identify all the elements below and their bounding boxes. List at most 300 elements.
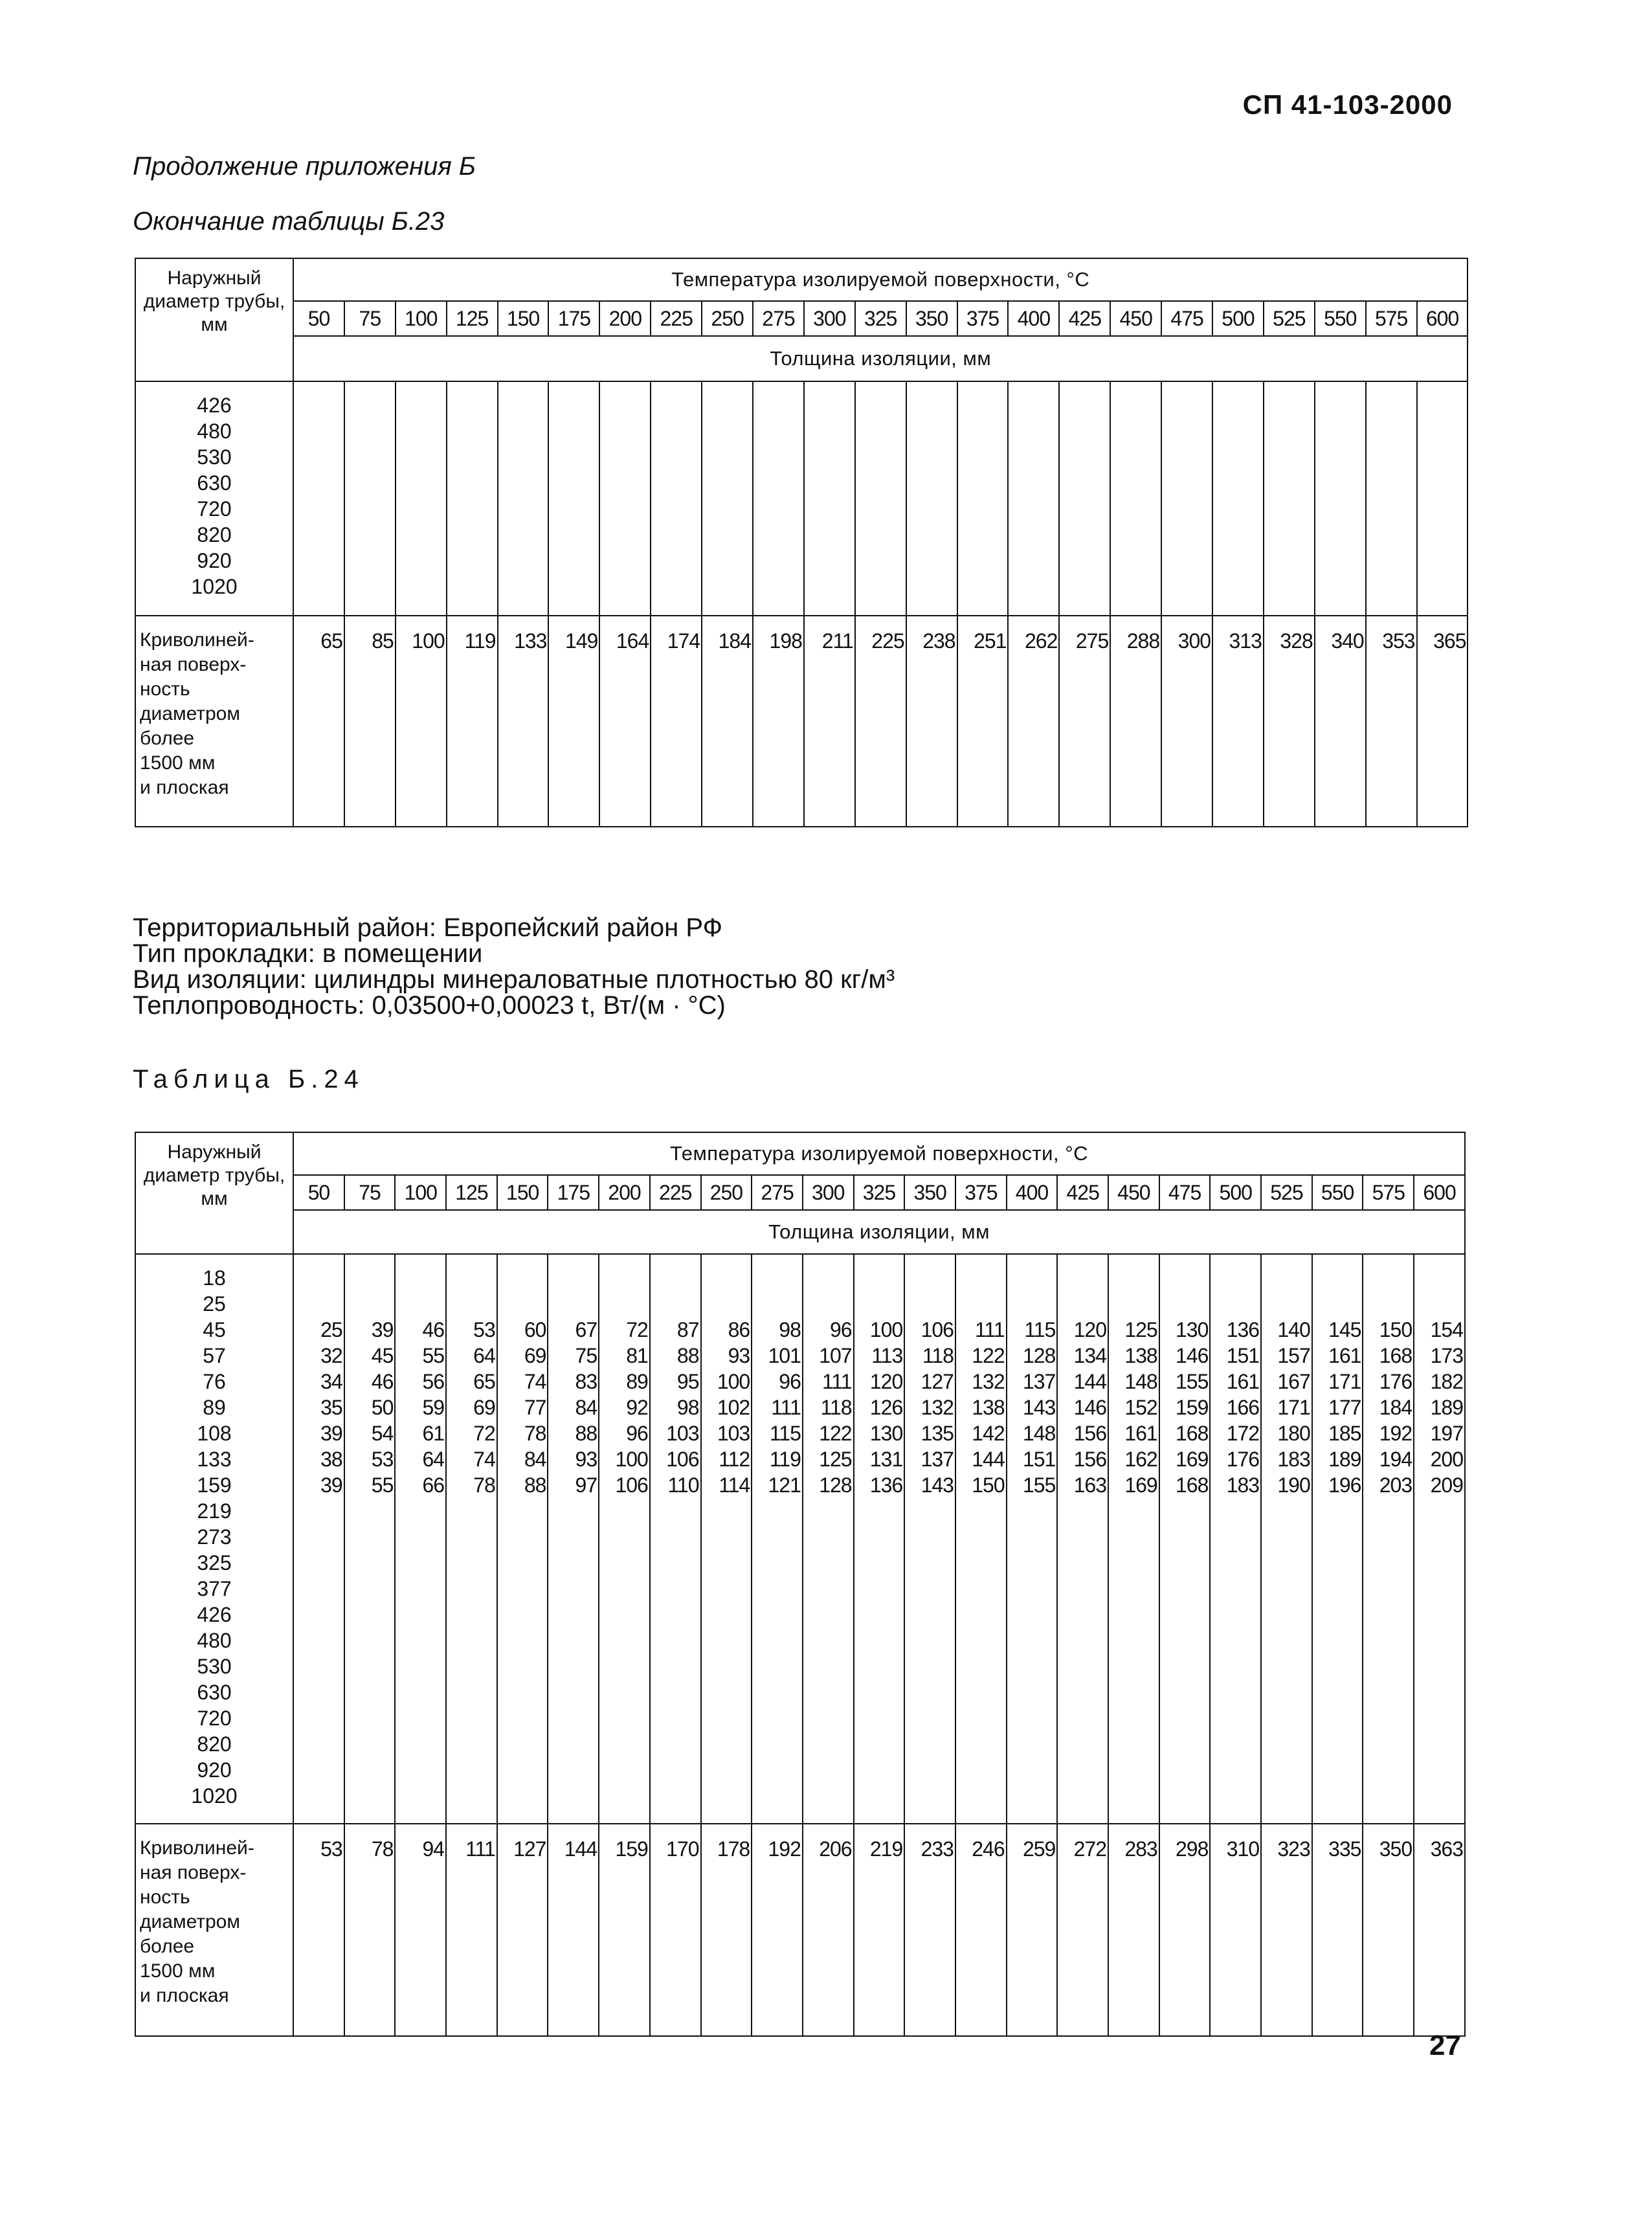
thickness-value: 171 [1328,1370,1361,1393]
temperature-cell: 250 [701,1175,752,1210]
temperature-cell: 275 [753,301,804,336]
thickness-value: 66 [422,1473,445,1497]
temperature-cell: 475 [1159,1175,1211,1210]
thickness-value: 78 [524,1422,546,1445]
thickness-value: 206 [803,1824,854,2036]
thickness-value: 138 [972,1396,1005,1419]
thickness-value: 74 [473,1448,495,1471]
diameter-list: 18 25 45 57 76 89 108 133 159 219 273 325 377 426 480 530 630 720 820 920 1020 [135,1254,293,1824]
thickness-value: 143 [921,1473,954,1497]
thickness-value: 238 [906,616,957,827]
thickness-value: 300 [1161,616,1212,827]
thickness-value: 78 [344,1824,396,2036]
thickness-value: 50 [371,1396,394,1419]
temperature-cell: 150 [497,1175,548,1210]
thickness-value: 111 [821,1370,852,1393]
thickness-value: 65 [473,1370,495,1393]
thickness-value: 56 [422,1370,445,1393]
empty-cell [1264,381,1315,616]
table-row [135,1824,1465,2036]
thickness-value: 46 [371,1370,394,1393]
table-info [133,915,895,1018]
temperature-row [135,301,1468,336]
thickness-value: 127 [921,1370,954,1393]
thickness-value: 198 [753,616,804,827]
thickness-value: 103 [717,1422,750,1445]
thickness-value: 55 [422,1344,445,1367]
thickness-value: 67 [575,1318,597,1341]
temperature-cell: 375 [957,301,1009,336]
empty-cell [804,381,855,616]
thickness-value: 189 [1328,1448,1361,1471]
thickness-value: 120 [1073,1318,1107,1341]
thickness-value: 97 [575,1473,597,1497]
empty-cell [599,381,651,616]
temperature-cell: 200 [599,1175,650,1210]
thickness-value: 110 [667,1473,699,1497]
thickness-column [904,1254,955,1824]
thickness-value: 122 [972,1344,1005,1367]
thickness-value: 111 [771,1396,801,1419]
thickness-value: 88 [524,1473,546,1497]
empty-cell [1110,381,1161,616]
thickness-value: 53 [371,1448,394,1471]
thickness-value: 184 [1379,1396,1412,1419]
thickness-value: 106 [666,1448,699,1471]
temperature-cell: 400 [1007,1175,1058,1210]
thickness-value: 176 [1226,1448,1260,1471]
thickness-value: 102 [717,1396,750,1419]
diameter-list: 426 480 530 630 720 820 920 1020 [135,381,293,616]
diameter-header: Наружный диаметр трубы, мм [135,258,293,381]
thickness-value: 259 [1007,1824,1058,2036]
thickness-value: 211 [804,616,855,827]
thickness-value: 219 [854,1824,905,2036]
temperature-cell: 100 [395,1175,446,1210]
thickness-value: 122 [819,1422,852,1445]
temperature-cell: 400 [1008,301,1059,336]
thickness-value: 93 [575,1448,597,1471]
thickness-value: 146 [1073,1396,1107,1419]
thickness-value: 275 [1059,616,1110,827]
empty-cell [447,381,498,616]
thickness-value: 94 [395,1824,446,2036]
thickness-value: 77 [524,1396,546,1419]
thickness-value: 335 [1312,1824,1363,2036]
thickness-value: 363 [1414,1824,1465,2036]
thickness-column [1159,1254,1211,1824]
temperature-header: Температура изолируемой поверхности, °С [293,258,1468,301]
temperature-cell: 550 [1312,1175,1363,1210]
thickness-value: 115 [769,1422,801,1445]
thickness-value: 150 [972,1473,1005,1497]
thickness-value: 157 [1277,1344,1310,1367]
thickness-value: 184 [702,616,753,827]
thickness-column [1108,1254,1159,1824]
thickness-value: 55 [371,1473,394,1497]
thickness-column [854,1254,905,1824]
thickness-value: 85 [344,616,396,827]
thickness-value: 130 [869,1422,903,1445]
thickness-value: 136 [869,1473,903,1497]
thickness-value: 161 [1226,1370,1260,1393]
thickness-value: 283 [1108,1824,1159,2036]
thickness-value: 173 [1430,1344,1463,1367]
temperature-cell: 225 [651,301,702,336]
thickness-value: 144 [1073,1370,1107,1393]
temperature-cell: 475 [1161,301,1212,336]
temperature-cell: 575 [1363,1175,1414,1210]
temperature-cell: 300 [804,301,855,336]
thickness-value: 251 [957,616,1009,827]
thickness-value: 78 [473,1473,495,1497]
thickness-value: 183 [1277,1448,1310,1471]
thickness-value: 138 [1124,1344,1157,1367]
thickness-value: 145 [1328,1318,1361,1341]
thickness-value: 103 [666,1422,699,1445]
thickness-value: 132 [921,1396,954,1419]
thickness-value: 146 [1176,1344,1209,1367]
thickness-value: 164 [599,616,651,827]
temperature-cell: 175 [548,301,599,336]
thickness-column [701,1254,752,1824]
thickness-value: 111 [446,1824,497,2036]
thickness-value: 159 [1176,1396,1209,1419]
empty-cell [1008,381,1059,616]
temperature-row [135,1175,1465,1210]
thickness-value: 246 [955,1824,1007,2036]
laying-line: Тип прокладки: в помещении [133,939,483,968]
thickness-value: 45 [371,1344,394,1367]
thickness-column [752,1254,803,1824]
thickness-column [1007,1254,1058,1824]
thickness-value: 135 [921,1422,954,1445]
thickness-value: 323 [1261,1824,1312,2036]
thickness-value: 69 [473,1396,495,1419]
temperature-cell: 300 [803,1175,854,1210]
thickness-value: 192 [1379,1422,1412,1445]
thickness-value: 88 [676,1344,699,1367]
thickness-column [1363,1254,1414,1824]
thickness-value: 194 [1379,1448,1412,1471]
thickness-column [344,1254,396,1824]
temperature-cell: 350 [906,301,957,336]
thickness-value: 162 [1124,1448,1157,1471]
empty-cell [906,381,957,616]
thickness-value: 84 [575,1396,597,1419]
thickness-column [1312,1254,1363,1824]
thickness-value: 142 [972,1422,1005,1445]
thickness-value: 159 [599,1824,650,2036]
thickness-value: 100 [615,1448,648,1471]
temperature-cell: 200 [599,301,651,336]
thickness-value: 143 [1022,1396,1056,1419]
temperature-cell: 275 [752,1175,803,1210]
thickness-value: 75 [575,1344,597,1367]
thickness-value: 121 [768,1473,801,1497]
thickness-value: 128 [819,1473,852,1497]
thickness-value: 72 [473,1422,495,1445]
thickness-value: 96 [626,1422,648,1445]
thickness-value: 133 [498,616,549,827]
thickness-value: 83 [575,1370,597,1393]
thickness-value: 148 [1124,1370,1157,1393]
thickness-value: 98 [779,1318,801,1341]
thickness-value: 39 [371,1318,394,1341]
thickness-value: 100 [396,616,447,827]
appendix-continuation: Продолжение приложения Б [133,152,476,181]
document-code: СП 41-103-2000 [1242,89,1453,120]
thickness-value: 365 [1417,616,1468,827]
thickness-value: 120 [869,1370,903,1393]
thickness-value: 298 [1159,1824,1211,2036]
thickness-value: 132 [972,1370,1005,1393]
empty-cell [753,381,804,616]
thickness-value: 112 [719,1448,750,1471]
thickness-value: 53 [293,1824,344,2036]
temperature-cell: 600 [1417,301,1468,336]
thickness-value: 350 [1363,1824,1414,2036]
empty-cell [1059,381,1110,616]
thickness-value: 118 [820,1396,852,1419]
thickness-value: 25 [320,1318,342,1341]
thickness-value: 209 [1430,1473,1463,1497]
thickness-value: 92 [626,1396,648,1419]
thickness-column [1414,1254,1465,1824]
thickness-value: 340 [1315,616,1366,827]
thickness-value: 169 [1176,1448,1209,1471]
thickness-value: 183 [1226,1473,1260,1497]
temperature-cell: 425 [1057,1175,1108,1210]
thickness-value: 74 [524,1370,546,1393]
thickness-value: 114 [719,1473,750,1497]
thickness-value: 177 [1328,1396,1361,1419]
thickness-value: 39 [320,1422,342,1445]
thickness-value: 59 [422,1396,445,1419]
thickness-value: 72 [626,1318,648,1341]
thickness-value: 137 [921,1448,954,1471]
temperature-cell: 325 [854,1175,905,1210]
temperature-cell: 375 [955,1175,1007,1210]
thickness-value: 225 [855,616,906,827]
temperature-cell: 450 [1108,1175,1159,1210]
thickness-column [446,1254,497,1824]
thickness-value: 87 [676,1318,699,1341]
thickness-value: 161 [1328,1344,1361,1367]
temperature-cell: 500 [1212,301,1264,336]
thickness-value: 134 [1073,1344,1107,1367]
thickness-value: 171 [1277,1396,1310,1419]
thickness-value: 166 [1226,1396,1260,1419]
thickness-value: 185 [1328,1422,1361,1445]
thickness-value: 119 [769,1448,801,1471]
thickness-value: 96 [829,1318,852,1341]
temperature-cell: 250 [702,301,753,336]
thickness-value: 96 [779,1370,801,1393]
thickness-value: 128 [1022,1344,1056,1367]
thickness-value: 148 [1022,1422,1056,1445]
temperature-header: Температура изолируемой поверхности, °С [293,1132,1465,1175]
thickness-value: 39 [320,1473,342,1497]
empty-cell [1315,381,1366,616]
thickness-column [1057,1254,1108,1824]
temperature-cell: 50 [293,301,344,336]
empty-cell [1366,381,1417,616]
thickness-value: 152 [1124,1396,1157,1419]
thickness-value: 32 [320,1344,342,1367]
thickness-value: 163 [1073,1473,1107,1497]
thickness-value: 353 [1366,616,1417,827]
thickness-value: 144 [972,1448,1005,1471]
thickness-value: 313 [1212,616,1264,827]
table-b23 [135,258,1468,827]
temperature-cell: 325 [855,301,906,336]
thickness-value: 154 [1430,1318,1463,1341]
thickness-value: 131 [869,1448,903,1471]
empty-cell [855,381,906,616]
temperature-cell: 525 [1264,301,1315,336]
thickness-value: 169 [1124,1473,1157,1497]
thickness-column [293,1254,344,1824]
temperature-cell: 125 [447,301,498,336]
thickness-value: 200 [1430,1448,1463,1471]
temperature-cell: 575 [1366,301,1417,336]
thickness-value: 262 [1008,616,1059,827]
thickness-value: 190 [1277,1473,1310,1497]
thickness-value: 168 [1176,1422,1209,1445]
table-row [135,381,1468,616]
thickness-value: 150 [1379,1318,1412,1341]
thickness-value: 93 [728,1344,750,1367]
page-number: 27 [1429,2030,1461,2061]
thickness-value: 328 [1264,616,1315,827]
conductivity-line: Теплопроводность: 0,03500+0,00023 t, Вт/(м · °С) [133,991,726,1020]
temperature-cell: 525 [1261,1175,1312,1210]
thickness-value: 167 [1277,1370,1310,1393]
table-b24 [135,1132,1466,2037]
thickness-value: 272 [1057,1824,1108,2036]
thickness-value: 182 [1430,1370,1463,1393]
temperature-cell: 100 [396,301,447,336]
thickness-value: 119 [447,616,498,827]
thickness-column [1261,1254,1312,1824]
empty-cell [1417,381,1468,616]
thickness-column [599,1254,650,1824]
thickness-value: 161 [1124,1422,1157,1445]
temperature-cell: 75 [344,301,396,336]
thickness-value: 60 [524,1318,546,1341]
thickness-value: 197 [1430,1422,1463,1445]
thickness-column [497,1254,548,1824]
thickness-header: Толщина изоляции, мм [293,1210,1465,1254]
curved-surface-label: Криволиней- ная поверх- ность диаметром более 1500 мм и плоская [135,616,293,827]
thickness-value: 310 [1210,1824,1261,2036]
empty-cell [1161,381,1212,616]
thickness-value: 106 [615,1473,648,1497]
thickness-value: 38 [320,1448,342,1471]
temperature-cell: 500 [1210,1175,1261,1210]
thickness-value: 100 [717,1370,750,1393]
thickness-value: 288 [1110,616,1161,827]
thickness-column [955,1254,1007,1824]
thickness-value: 144 [548,1824,599,2036]
thickness-value: 35 [320,1396,342,1419]
temperature-cell: 75 [344,1175,396,1210]
thickness-value: 233 [904,1824,955,2036]
table-end-caption: Окончание таблицы Б.23 [133,207,445,236]
thickness-value: 151 [1022,1448,1056,1471]
thickness-value: 84 [524,1448,546,1471]
thickness-value: 101 [768,1344,801,1367]
thickness-value: 107 [819,1344,852,1367]
thickness-value: 178 [701,1824,752,2036]
thickness-value: 125 [1124,1318,1157,1341]
thickness-value: 65 [293,616,344,827]
thickness-value: 172 [1226,1422,1260,1445]
thickness-value: 127 [497,1824,548,2036]
thickness-value: 98 [676,1396,699,1419]
thickness-value: 53 [473,1318,495,1341]
thickness-value: 95 [676,1370,699,1393]
thickness-value: 136 [1226,1318,1260,1341]
thickness-value: 125 [819,1448,852,1471]
thickness-value: 196 [1328,1473,1361,1497]
thickness-value: 140 [1277,1318,1310,1341]
empty-cell [651,381,702,616]
temperature-cell: 550 [1315,301,1366,336]
thickness-value: 156 [1073,1448,1107,1471]
temperature-cell: 450 [1110,301,1161,336]
thickness-value: 88 [575,1422,597,1445]
empty-cell [344,381,396,616]
thickness-value: 203 [1379,1473,1412,1497]
temperature-cell: 175 [548,1175,599,1210]
thickness-value: 46 [422,1318,445,1341]
empty-cell [1212,381,1264,616]
thickness-value: 64 [473,1344,495,1367]
diameter-header: Наружный диаметр трубы, мм [135,1132,293,1254]
temperature-cell: 125 [446,1175,497,1210]
thickness-value: 118 [922,1344,954,1367]
thickness-value: 34 [320,1370,342,1393]
thickness-value: 137 [1022,1370,1056,1393]
thickness-value: 126 [869,1396,903,1419]
thickness-value: 113 [871,1344,903,1367]
thickness-value: 155 [1176,1370,1209,1393]
thickness-value: 180 [1277,1422,1310,1445]
region-line: Территориальный район: Европейский район РФ [133,913,722,942]
thickness-column [395,1254,446,1824]
curved-surface-label: Криволиней- ная поверх- ность диаметром более 1500 мм и плоская [135,1824,293,2036]
thickness-value: 176 [1379,1370,1412,1393]
thickness-value: 106 [921,1318,954,1341]
thickness-value: 64 [422,1448,445,1471]
thickness-value: 69 [524,1344,546,1367]
thickness-value: 192 [752,1824,803,2036]
temperature-cell: 50 [293,1175,344,1210]
empty-cell [498,381,549,616]
thickness-value: 189 [1430,1396,1463,1419]
empty-cell [293,381,344,616]
thickness-value: 168 [1176,1473,1209,1497]
temperature-cell: 350 [904,1175,955,1210]
thickness-value: 81 [626,1344,648,1367]
table-b24-title: Таблица Б.24 [133,1065,364,1093]
thickness-value: 168 [1379,1344,1412,1367]
temperature-cell: 600 [1414,1175,1465,1210]
temperature-cell: 150 [498,301,549,336]
empty-cell [548,381,599,616]
